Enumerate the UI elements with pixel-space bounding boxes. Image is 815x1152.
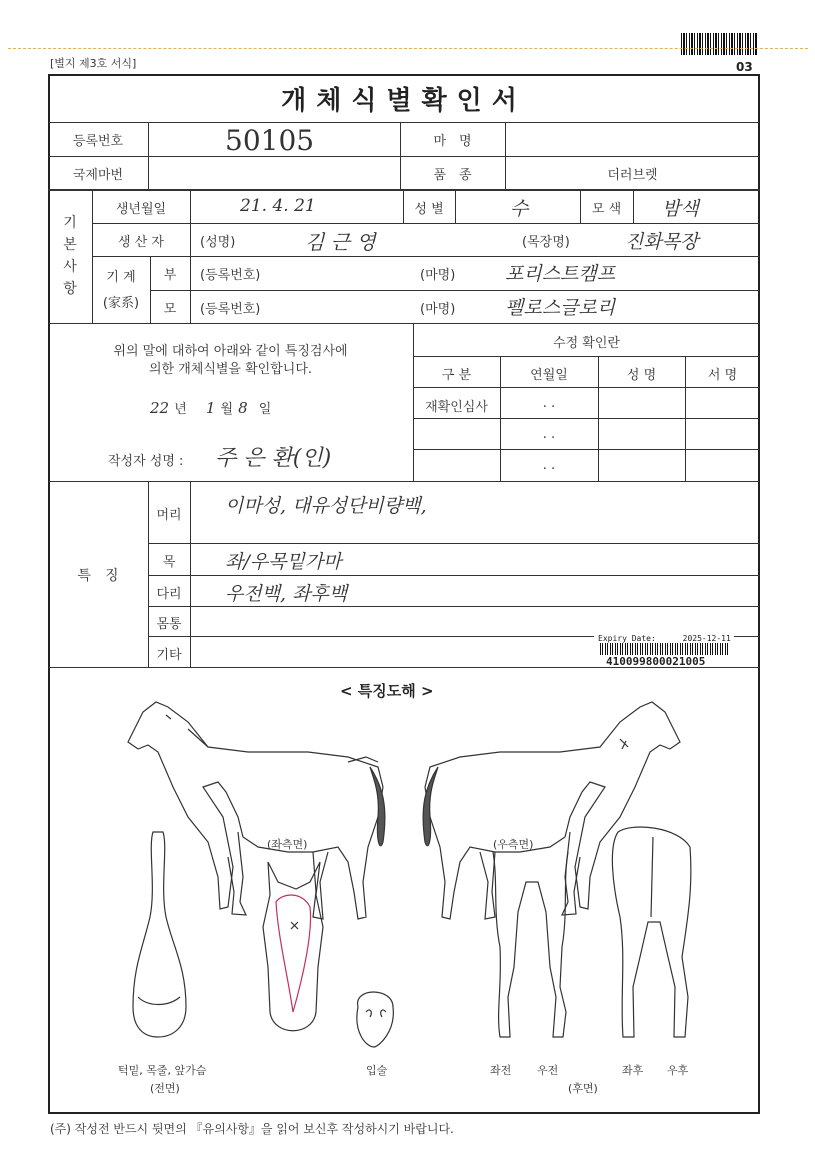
breed-label: 품 종 <box>433 168 472 183</box>
left-side-label: (좌측면) <box>267 838 308 851</box>
confirmation-line2: 의한 개체식별을 확인합니다. <box>148 362 313 377</box>
fore-right-label: 우전 <box>537 1064 559 1077</box>
writer-signature: 주 은 환(인) <box>215 446 332 471</box>
correction-row-date: . . <box>542 427 556 442</box>
dam-reg-label: (등록번호) <box>200 302 261 317</box>
producer-name-label: (성명) <box>200 235 236 250</box>
farm-name-value: 진화목장 <box>625 231 699 253</box>
month-label: 월 <box>220 402 234 417</box>
dam-name-label: (마명) <box>420 302 456 317</box>
rear-legs-view <box>612 827 691 1037</box>
horse-name-label: 마 명 <box>433 134 472 149</box>
expiry-text <box>598 634 731 643</box>
producer-name-value: 김 근 영 <box>305 230 376 254</box>
year-label: 년 <box>174 402 187 417</box>
head-front-view <box>263 862 323 1031</box>
day-label: 일 <box>258 402 272 417</box>
other-label: 기타 <box>156 648 182 663</box>
neck-feature: 좌/우목밑가마 <box>225 551 342 573</box>
signature-header: 서 명 <box>707 368 738 383</box>
recheck-label: 재확인심사 <box>425 400 488 415</box>
basic-info-label: 기 본 사 항 <box>63 215 77 297</box>
dashed-divider <box>8 48 808 49</box>
form-label: [별지 제3호 서식] <box>50 57 137 70</box>
birth-date-label: 생년월일 <box>115 202 167 217</box>
coat-color-label: 모 색 <box>591 202 622 217</box>
head-label: 머리 <box>156 508 182 523</box>
birth-date-value: 21. 4. 21 <box>240 196 316 216</box>
sire-name-label: (마명) <box>420 268 456 283</box>
expiry-date: 2025-12-11 <box>682 634 731 643</box>
international-no-label: 국제마번 <box>72 168 124 183</box>
dam-label: 모 <box>163 302 177 317</box>
head-feature: 이마성, 대유성단비량백, <box>225 495 427 517</box>
front-view-label: (전면) <box>150 1082 180 1095</box>
breed-value: 더러브렛 <box>607 168 658 183</box>
sire-reg-label: (등록번호) <box>200 268 261 283</box>
expiry-label: Expiry Date: <box>598 634 656 643</box>
category-header: 구 분 <box>441 368 472 383</box>
diagram-title: < 특징도해 > <box>340 682 434 700</box>
page-number: 03 <box>736 60 753 74</box>
registration-no-label: 등록번호 <box>72 134 124 149</box>
fore-left-label: 좌전 <box>490 1064 512 1077</box>
confirmation-date <box>150 398 271 417</box>
sex-value: 수 <box>510 198 529 220</box>
features-label: 특 징 <box>77 568 119 584</box>
correction-row-date: . . <box>542 458 556 473</box>
right-side-horse <box>423 702 680 919</box>
hind-right-label: 우후 <box>667 1064 689 1077</box>
top-barcode <box>681 33 757 55</box>
sex-label: 성 별 <box>414 202 444 217</box>
expiry-barcode <box>600 643 728 655</box>
legs-label: 다리 <box>156 587 182 602</box>
coat-color-value: 밤색 <box>662 198 699 220</box>
confirm-day: 8 <box>238 399 248 417</box>
body-label: 몸통 <box>156 617 182 632</box>
pedigree-label: 기 계 <box>106 270 136 285</box>
producer-label: 생 산 자 <box>118 235 164 250</box>
dam-name-value: 펠로스글로리 <box>505 297 616 319</box>
legs-feature: 우전백, 좌후백 <box>225 583 348 605</box>
document-title: 개체식별확인서 <box>281 86 527 116</box>
correction-confirm-label: 수정 확인란 <box>553 336 620 351</box>
confirm-month: 1 <box>205 399 216 417</box>
rear-view-label: (후면) <box>568 1082 598 1095</box>
left-side-horse <box>128 702 385 919</box>
muzzle-label: 입술 <box>366 1064 388 1077</box>
neck-label: 목 <box>162 555 176 570</box>
right-side-label: (우측면) <box>493 838 534 851</box>
horse-diagram <box>48 667 760 1114</box>
registration-no-value: 50105 <box>225 124 315 157</box>
name-header: 성 명 <box>626 368 657 383</box>
pedigree-hanja-label: (家系) <box>102 296 140 311</box>
sire-label: 부 <box>163 268 177 283</box>
sticker-code: 410099800021005 <box>606 655 706 668</box>
front-legs-view <box>493 852 568 1037</box>
confirmation-line1: 위의 말에 대하여 아래와 같이 특징검사에 <box>113 344 348 359</box>
hind-left-label: 좌후 <box>622 1064 644 1077</box>
confirm-year: 22 <box>150 399 170 417</box>
writer-name-label: 작성자 성명 : <box>108 454 184 469</box>
farm-name-label: (목장명) <box>522 235 570 250</box>
front-chest-view <box>133 832 186 1037</box>
footer-note: (주) 작성전 반드시 뒷면의 『유의사항』을 읽어 보신후 작성하시기 바랍니다. <box>50 1122 454 1136</box>
sire-name-value: 포리스트캠프 <box>505 263 616 285</box>
front-parts-label: 턱밑, 목줄, 앞가슴 <box>118 1064 207 1077</box>
date-header: 연월일 <box>530 368 568 383</box>
muzzle-view <box>357 992 393 1047</box>
correction-row-date: . . <box>542 396 556 411</box>
